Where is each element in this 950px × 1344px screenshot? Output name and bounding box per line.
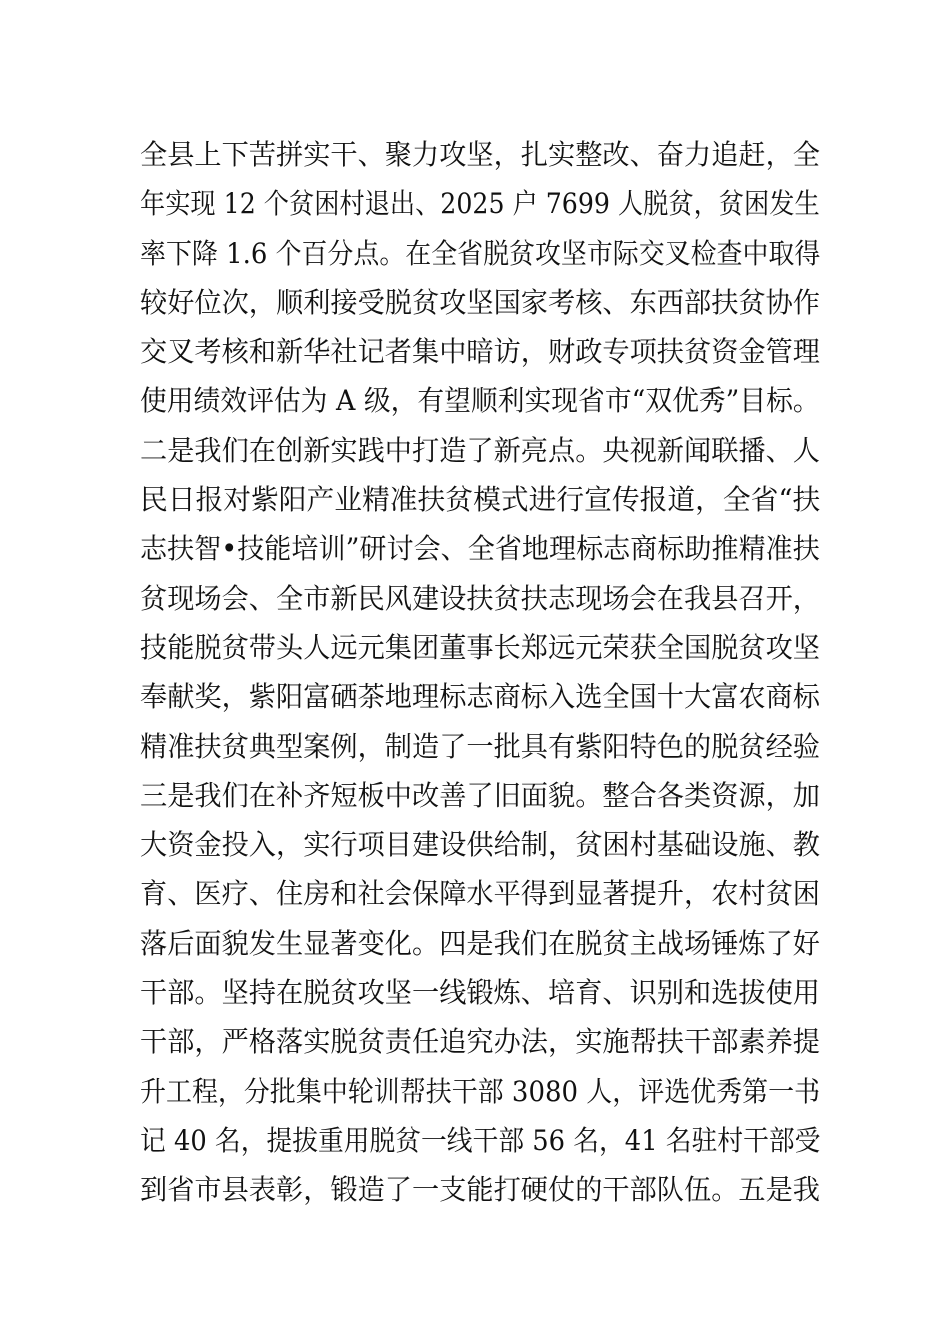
text-line: 较好位次，顺利接受脱贫攻坚国家考核、东西部扶贫协作	[140, 285, 821, 319]
text-line: 升工程，分批集中轮训帮扶干部 3080 人，评选优秀第一书	[140, 1074, 821, 1108]
text-line: 二是我们在创新实践中打造了新亮点。央视新闻联播、人	[140, 433, 821, 467]
text-line: 全县上下苦拼实干、聚力攻坚，扎实整改、奋力追赶，全	[140, 138, 821, 171]
text-line: 精准扶贫典型案例，制造了一批具有紫阳特色的脱贫经验	[140, 729, 821, 763]
text-line: 奉献奖，紫阳富硒茶地理标志商标入选全国十大富农商标	[140, 680, 821, 714]
text-line: 率下降 1.6 个百分点。在全省脱贫攻坚市际交叉检查中取得	[140, 236, 821, 270]
text-line: 交叉考核和新华社记者集中暗访，财政专项扶贫资金管理	[140, 335, 821, 369]
text-line: 三是我们在补齐短板中改善了旧面貌。整合各类资源，加	[140, 778, 821, 812]
text-line: 使用绩效评估为 A 级，有望顺利实现省市“双优秀”目标。	[140, 384, 820, 418]
text-line: 贫现场会、全市新民风建设扶贫扶志现场会在我县召开，	[140, 581, 821, 615]
text-line: 干部。坚持在脱贫攻坚一线锻炼、培育、识别和选拔使用	[140, 976, 821, 1010]
body-text	[140, 130, 820, 1215]
text-line: 到省市县表彰，锻造了一支能打硬仗的干部队伍。五是我	[140, 1173, 821, 1207]
text-line: 民日报对紫阳产业精准扶贫模式进行宣传报道，全省“扶	[140, 483, 821, 517]
text-line: 干部，严格落实脱贫责任追究办法，实施帮扶干部素养提	[140, 1025, 821, 1059]
text-line: 记 40 名，提拔重用脱贫一线干部 56 名，41 名驻村干部受	[140, 1123, 821, 1157]
text-line: 大资金投入，实行项目建设供给制，贫困村基础设施、教	[140, 828, 821, 862]
text-line: 志扶智•技能培训”研讨会、全省地理标志商标助推精准扶	[140, 532, 820, 566]
text-line: 年实现 12 个贫困村退出、2025 户 7699 人脱贫，贫困发生	[140, 187, 820, 221]
text-line: 落后面貌发生显著变化。四是我们在脱贫主战场锤炼了好	[140, 926, 821, 960]
text-line: 技能脱贫带头人远元集团董事长郑远元荣获全国脱贫攻坚	[140, 630, 821, 664]
text-line: 育、医疗、住房和社会保障水平得到显著提升，农村贫困	[140, 877, 821, 911]
